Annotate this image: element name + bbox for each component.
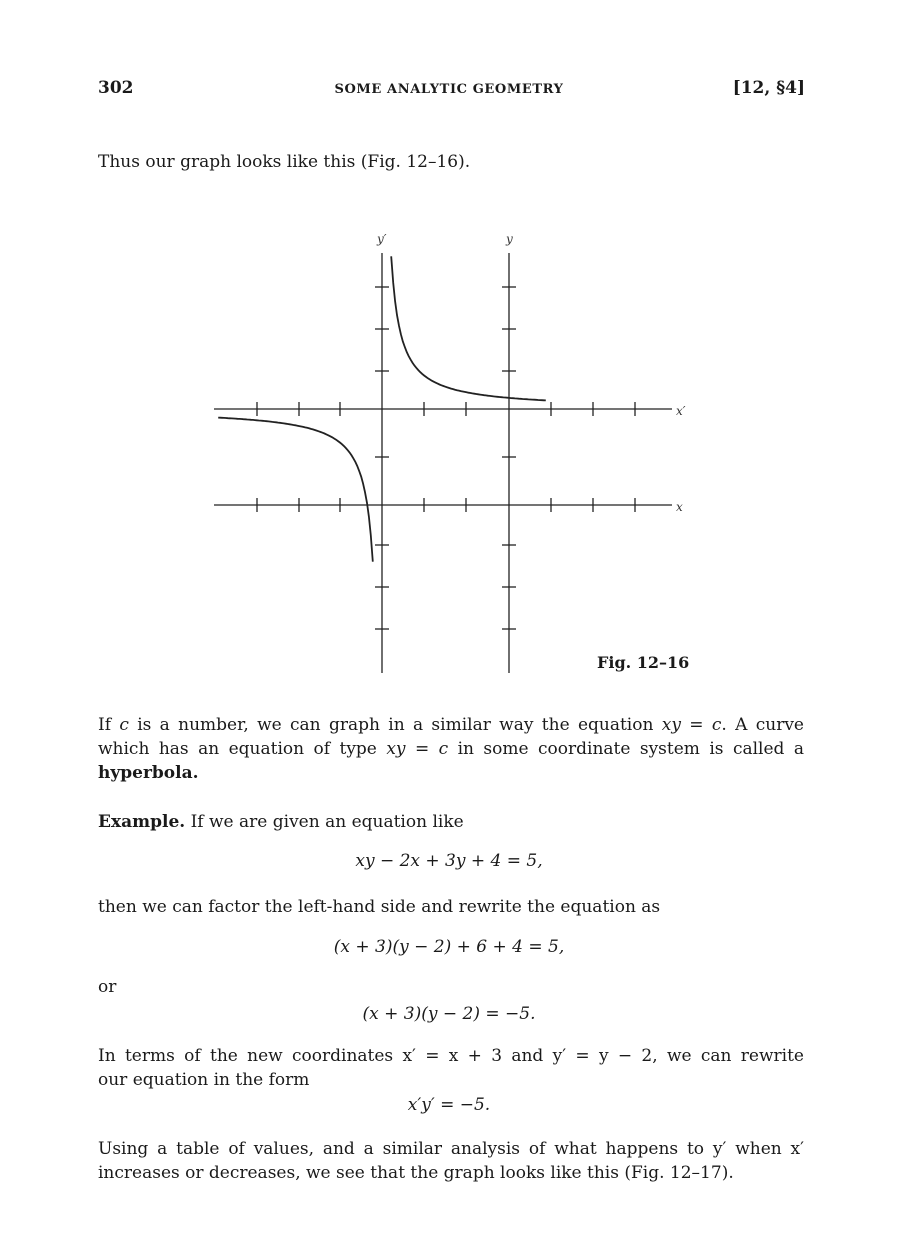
term-hyperbola: hyperbola.	[98, 763, 199, 783]
equation-2: (x + 3)(y − 2) + 6 + 4 = 5,	[333, 937, 565, 957]
section-reference: [12, §4]	[732, 78, 805, 98]
page-number: 302	[98, 78, 134, 98]
example-intro: Example. If we are given an equation like	[98, 812, 464, 832]
equation-4: x′y′ = −5.	[407, 1095, 491, 1115]
paragraph-coordinates-line2: our equation in the form	[98, 1070, 310, 1090]
paragraph-hyperbola-line2: which has an equation of type xy = c in some coordinate system is called a	[98, 739, 804, 759]
equation-3: (x + 3)(y − 2) = −5.	[362, 1004, 536, 1024]
hyperbola-figure	[200, 225, 720, 675]
paragraph-hyperbola-line1: If c is a number, we can graph in a similar way the equation xy = c. A curve	[98, 715, 804, 735]
hyperbola-lower-branch	[218, 418, 373, 562]
y-axis-label: y	[506, 232, 513, 246]
intro-text: Thus our graph looks like this (Fig. 12–16).	[98, 152, 471, 172]
example-label: Example.	[98, 812, 186, 832]
paragraph-coordinates-line1: In terms of the new coordinates x′ = x + 3 and y′ = y − 2, we can rewrite	[98, 1046, 804, 1066]
running-title: SOME ANALYTIC GEOMETRY	[334, 82, 564, 97]
hyperbola-upper-branch	[391, 256, 546, 400]
x-axis-label: x	[676, 500, 683, 514]
or-text: or	[98, 977, 117, 997]
x-prime-axis-label: x′	[676, 404, 686, 418]
y-prime-axis-label: y′	[377, 232, 387, 246]
paragraph-table-line1: Using a table of values, and a similar analysis of what happens to y′ when x′	[98, 1139, 804, 1159]
equation-1: xy − 2x + 3y + 4 = 5,	[355, 851, 543, 871]
factor-text: then we can factor the left-hand side and rewrite the equation as	[98, 897, 661, 917]
paragraph-table-line2: increases or decreases, we see that the graph looks like this (Fig. 12–17).	[98, 1163, 734, 1183]
figure-caption: Fig. 12–16	[597, 653, 690, 672]
